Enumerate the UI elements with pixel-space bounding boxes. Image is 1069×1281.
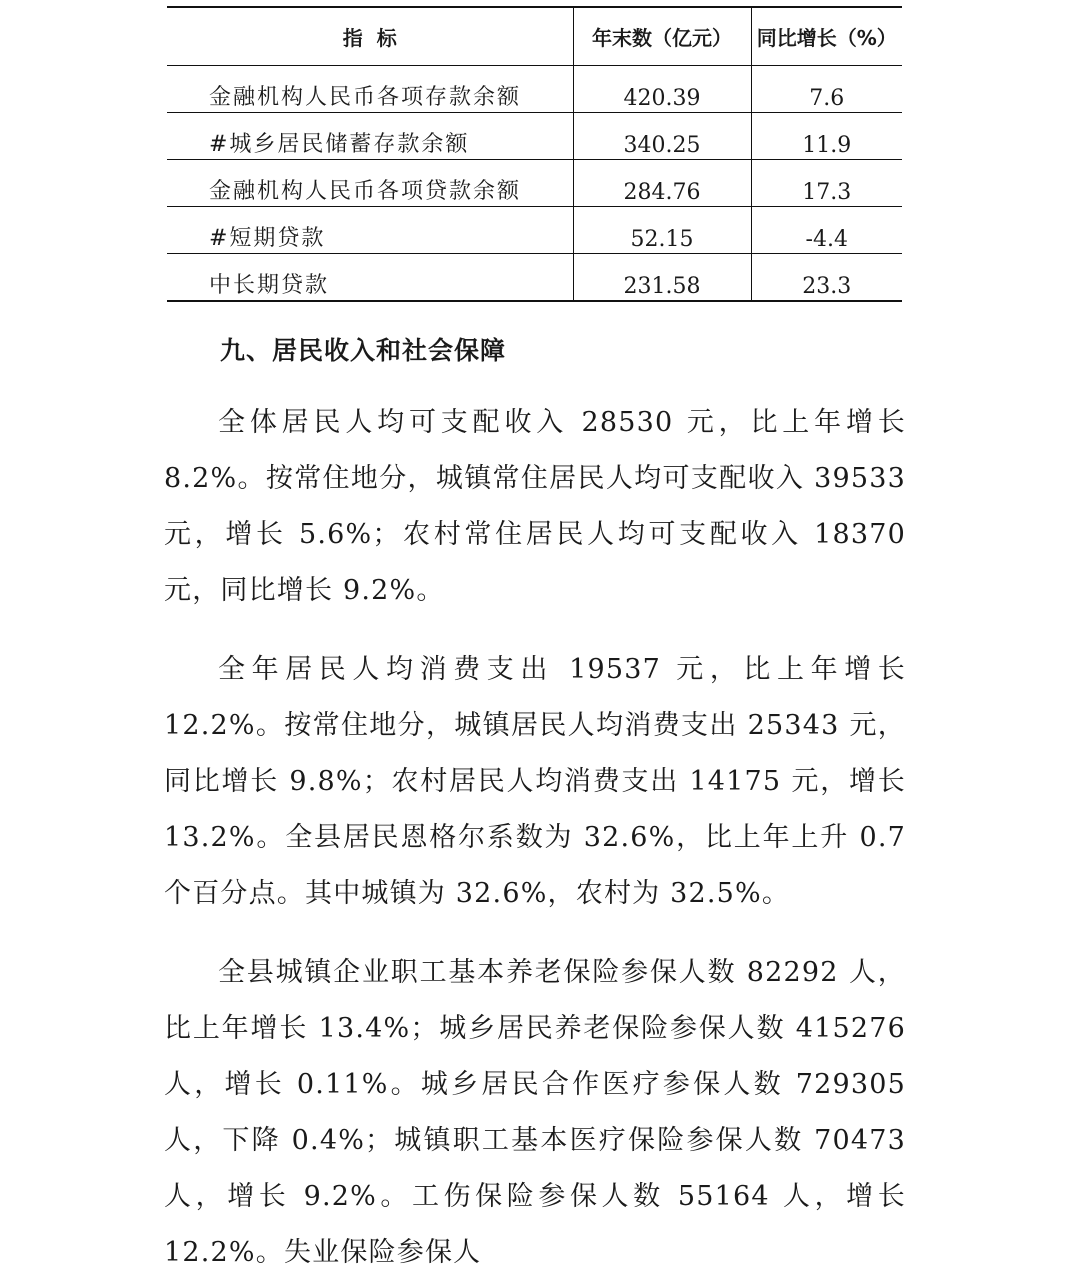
year-end-cell: 231.58	[573, 254, 751, 302]
table-row	[167, 254, 902, 302]
header-yoy-growth: 同比增长（%）	[751, 7, 902, 66]
indicator-cell: #短期贷款	[167, 207, 573, 254]
header-year-end: 年末数（亿元）	[573, 7, 751, 66]
indicator-cell: 中长期贷款	[167, 254, 573, 302]
yoy-cell: 17.3	[751, 160, 902, 207]
table-row	[167, 66, 902, 113]
table-header-row	[167, 7, 902, 66]
paragraph-income: 全体居民人均可支配收入 28530 元，比上年增长 8.2%。按常住地分，城镇常住居民人均可支配收入 39533 元，增长 5.6%；农村常住居民人均可支配收入 18370 元，同比增长 9.2%。	[164, 407, 906, 606]
yoy-cell: 7.6	[751, 66, 902, 113]
year-end-cell: 340.25	[573, 113, 751, 160]
paragraph-social-insurance: 全县城镇企业职工基本养老保险参保人数 82292 人，比上年增长 13.4%；城乡居民养老保险参保人数 415276 人，增长 0.11%。城乡居民合作医疗参保人数 729305 人，下降 0.4%；城镇职工基本医疗保险参保人数 70473 人，增长 9.2%。工伤保险参保人数 55164 人，增长 12.2%。失业保险参保人	[164, 957, 906, 1268]
table-row	[167, 160, 902, 207]
year-end-cell: 284.76	[573, 160, 751, 207]
yoy-cell: 11.9	[751, 113, 902, 160]
header-indicator: 指 标	[167, 7, 573, 66]
table-header	[167, 7, 902, 66]
indicator-cell: 金融机构人民币各项贷款余额	[167, 160, 573, 207]
yoy-cell: 23.3	[751, 254, 902, 302]
year-end-cell: 420.39	[573, 66, 751, 113]
table-body	[167, 66, 902, 302]
indicator-cell: #城乡居民储蓄存款余额	[167, 113, 573, 160]
table-row	[167, 113, 902, 160]
section-heading: 九、居民收入和社会保障	[220, 336, 507, 365]
paragraph-consumption: 全年居民人均消费支出 19537 元，比上年增长 12.2%。按常住地分，城镇居民人均消费支出 25343 元，同比增长 9.8%；农村居民人均消费支出 14175 元，增长 13.2%。全县居民恩格尔系数为 32.6%，比上年上升 0.7 个百分点。其中城镇为 32.6%，农村为 32.5%。	[164, 654, 906, 909]
finance-table	[167, 6, 902, 302]
year-end-cell: 52.15	[573, 207, 751, 254]
yoy-cell: -4.4	[751, 207, 902, 254]
table-row	[167, 207, 902, 254]
indicator-cell: 金融机构人民币各项存款余额	[167, 66, 573, 113]
